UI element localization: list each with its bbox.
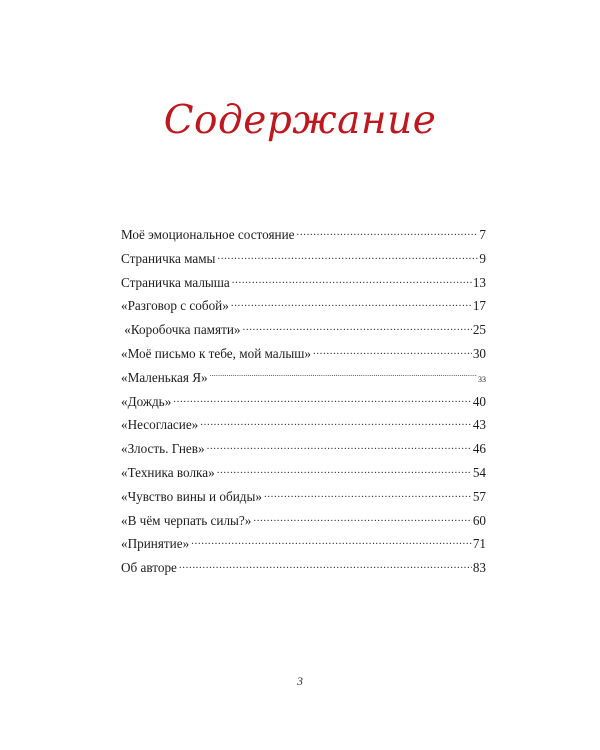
toc-entry-label: Страничка малыша bbox=[121, 274, 230, 290]
toc-entry bbox=[121, 440, 486, 464]
toc-entry bbox=[121, 416, 486, 440]
toc-entry-label: «Моё письмо к тебе, мой малыш» bbox=[121, 345, 311, 361]
toc-entry-page: 46 bbox=[472, 441, 486, 457]
toc-entry bbox=[121, 297, 486, 321]
toc-entry-page: 30 bbox=[472, 345, 486, 361]
dot-leader bbox=[207, 441, 472, 453]
dot-leader bbox=[191, 536, 472, 548]
dot-leader bbox=[217, 465, 472, 477]
dot-leader bbox=[313, 346, 472, 358]
dot-leader bbox=[264, 489, 472, 501]
toc-entry-page: 13 bbox=[472, 274, 486, 290]
toc-entry-label: Об авторе bbox=[121, 560, 177, 576]
toc-entry-page: 33 bbox=[478, 374, 486, 384]
dot-leader bbox=[200, 417, 472, 429]
dot-leader bbox=[217, 251, 478, 263]
toc-entry-page: 43 bbox=[472, 417, 486, 433]
toc-entry-page: 71 bbox=[472, 536, 486, 552]
dot-leader bbox=[210, 370, 477, 382]
toc-entry-page: 40 bbox=[472, 393, 486, 409]
toc-entry bbox=[121, 488, 486, 512]
toc-entry-label: Моё эмоциональное состояние bbox=[121, 227, 295, 242]
toc-entry-label: «В чём черпать силы?» bbox=[121, 512, 252, 528]
toc-entry bbox=[121, 369, 486, 393]
dot-leader bbox=[253, 513, 471, 525]
toc-entry-page: 17 bbox=[472, 298, 486, 314]
dot-leader bbox=[231, 298, 472, 310]
dot-leader bbox=[179, 560, 472, 572]
toc-entry-page: 54 bbox=[472, 464, 486, 480]
toc-entry bbox=[121, 559, 486, 583]
dot-leader bbox=[297, 227, 479, 239]
toc-entry-page: 60 bbox=[472, 512, 486, 528]
toc-entry-label: «Коробочка памяти» bbox=[121, 322, 241, 338]
toc-entry bbox=[121, 535, 486, 559]
toc-entry-label: «Дождь» bbox=[121, 393, 172, 409]
toc-entry-page: 83 bbox=[472, 560, 486, 576]
toc-entry bbox=[121, 345, 486, 369]
toc-entry bbox=[121, 321, 486, 345]
table-of-contents bbox=[121, 226, 486, 583]
dot-leader bbox=[232, 275, 472, 287]
toc-entry-label: «Чувство вины и обиды» bbox=[121, 488, 262, 504]
page-number: 3 bbox=[297, 674, 303, 688]
toc-entry-label: «Злость. Гнев» bbox=[121, 441, 205, 457]
dot-leader bbox=[243, 322, 472, 334]
toc-entry bbox=[121, 512, 486, 536]
toc-entry-label: «Техника волка» bbox=[121, 464, 215, 480]
toc-entry-page: 7 bbox=[479, 227, 486, 242]
page-title: Содержание bbox=[163, 98, 437, 143]
toc-entry bbox=[121, 226, 486, 250]
toc-entry-label: «Разговор с собой» bbox=[121, 298, 229, 314]
toc-entry-label: «Маленькая Я» bbox=[121, 369, 208, 385]
dot-leader bbox=[173, 394, 472, 406]
toc-entry bbox=[121, 464, 486, 488]
toc-entry bbox=[121, 250, 486, 274]
toc-entry-page: 25 bbox=[472, 322, 486, 338]
toc-entry bbox=[121, 393, 486, 417]
toc-entry-label: «Принятие» bbox=[121, 536, 190, 552]
toc-entry-label: Страничка мамы bbox=[121, 250, 216, 266]
toc-entry-page: 57 bbox=[472, 488, 486, 504]
toc-entry-page: 9 bbox=[479, 250, 486, 266]
toc-entry bbox=[121, 274, 486, 298]
toc-entry-label: «Несогласие» bbox=[121, 417, 199, 433]
